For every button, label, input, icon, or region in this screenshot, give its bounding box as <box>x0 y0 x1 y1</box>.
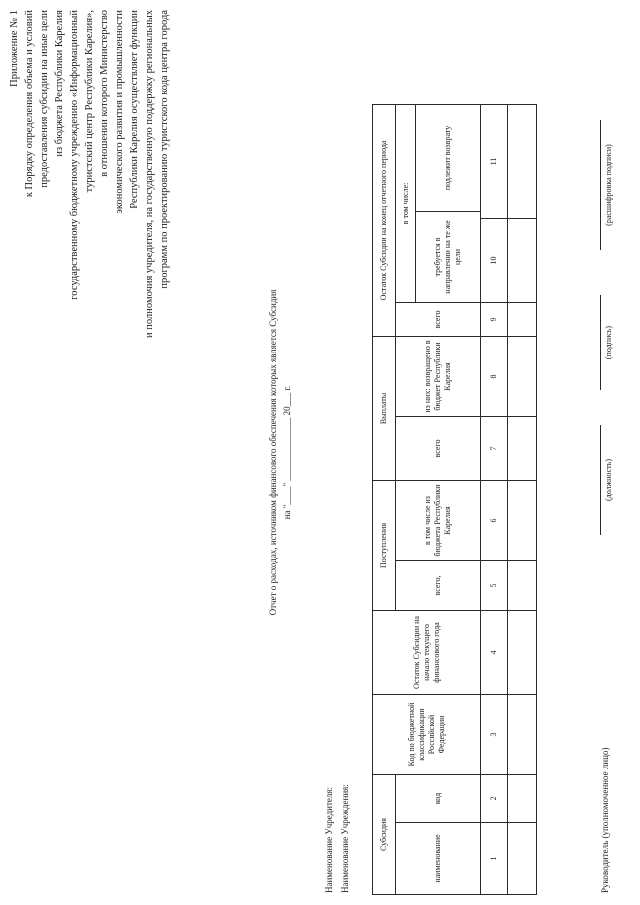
appendix-line-1: Приложение № 1 <box>9 10 20 87</box>
position-line <box>600 425 601 535</box>
report-title: Отчет о расходах, источником финансового обеспечения которых является Субсидия <box>268 289 278 616</box>
data-cell <box>508 302 537 336</box>
column-number-8: 8 <box>481 336 508 416</box>
appendix-line-9: Республики Карелия осуществляет функции <box>129 10 140 209</box>
position-caption: (должность) <box>604 459 613 501</box>
balance-total-header: всего <box>396 302 481 336</box>
appendix-line-8: экономического развития и промышленности <box>114 10 125 214</box>
decode-caption: (расшифровка подписи) <box>604 144 613 226</box>
receipts-total-header: всего, <box>396 561 481 611</box>
data-cell <box>508 416 537 480</box>
appendix-line-4: из бюджета Республики Карелия <box>54 10 65 157</box>
column-number-5: 5 <box>481 561 508 611</box>
column-number-9: 9 <box>481 302 508 336</box>
payments-returned-header: из них: возвращено в бюджет Республики Карелия <box>396 336 481 416</box>
appendix-line-11: программ по проектированию туристского кода центра города <box>159 10 170 289</box>
budget-code-header: Код по бюджетной классификации Российской Федерации <box>373 695 481 775</box>
including-header: в том числе: <box>397 105 416 302</box>
report-date-line: на "____" ______________ 20___ г. <box>282 385 292 520</box>
column-number-11: 11 <box>481 104 508 218</box>
sign-line <box>600 295 601 390</box>
column-number-2: 2 <box>481 775 508 823</box>
data-cell <box>508 480 537 560</box>
column-number-10: 10 <box>481 218 508 302</box>
column-number-1: 1 <box>481 823 508 895</box>
balance-start-header: Остаток Субсидии на начало текущего финансового года <box>373 611 481 695</box>
appendix-line-5: государственному бюджетному учреждению «Информационный <box>69 10 80 300</box>
receipts-header: Поступления <box>373 480 396 610</box>
column-number-4: 4 <box>481 611 508 695</box>
balance-end-header: Остаток Субсидии на конец отчетного периода <box>373 104 396 336</box>
data-cell <box>508 104 537 218</box>
appendix-line-7: в отношении которого Министерство <box>99 10 110 177</box>
founder-label: Наименование Учредителя: <box>324 786 334 893</box>
appendix-line-3: предоставления субсидии на иные цели <box>39 10 50 188</box>
subsidy-header: Субсидия <box>373 775 396 895</box>
column-number-6: 6 <box>481 480 508 560</box>
appendix-line-2: к Порядку определения объема и условий <box>24 10 35 198</box>
subsidy-name-header: наименование <box>396 823 481 895</box>
data-cell <box>508 218 537 302</box>
payments-total-header: всего <box>396 416 481 480</box>
subsidy-code-header: код <box>396 775 481 823</box>
data-cell <box>508 823 537 895</box>
head-signature-label: Руководитель (уполномоченное лицо) <box>600 747 610 893</box>
subsidy-report-table <box>372 104 537 895</box>
appendix-line-10: и полномочия учредителя, на государственную поддержку региональных <box>144 10 155 338</box>
balance-including-cell <box>396 104 481 302</box>
decode-line <box>600 120 601 250</box>
required-header: требуется в направлении на те же цели <box>416 211 480 302</box>
receipts-from-budget-header: в том числе из бюджета Республики Карелия <box>396 480 481 560</box>
data-cell <box>508 611 537 695</box>
payments-header: Выплаты <box>373 336 396 480</box>
column-number-3: 3 <box>481 695 508 775</box>
data-cell <box>508 775 537 823</box>
appendix-header <box>8 10 248 605</box>
sign-caption: (подпись) <box>604 325 613 360</box>
data-cell <box>508 561 537 611</box>
data-cell <box>508 336 537 416</box>
to-return-header: подлежит возврату <box>442 125 452 191</box>
appendix-line-6: туристский центр Республики Карелия», <box>84 10 95 193</box>
column-number-7: 7 <box>481 416 508 480</box>
institution-label: Наименование Учреждения: <box>340 784 350 893</box>
data-cell <box>508 695 537 775</box>
